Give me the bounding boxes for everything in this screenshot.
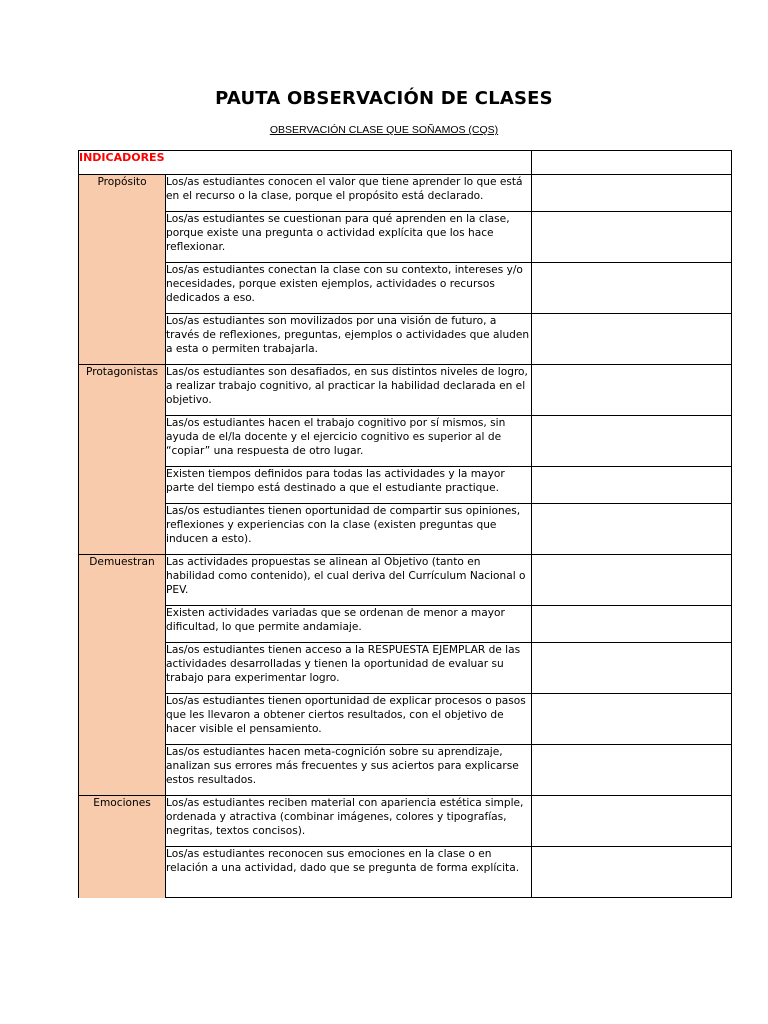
table-row xyxy=(79,314,732,365)
observation-cell[interactable] xyxy=(532,643,732,694)
indicator-cell: Existen tiempos definidos para todas las actividades y la mayor parte del tiempo está destinado a que el estudiante practique. xyxy=(166,467,532,504)
category-emociones: Emociones xyxy=(79,796,166,898)
table-row xyxy=(79,643,732,694)
indicator-cell: Los/as estudiantes reciben material con apariencia estética simple, ordenada y atractiva (combinar imágenes, colores y tipografías, negritas, textos concisos). xyxy=(166,796,532,847)
table-row xyxy=(79,606,732,643)
table-row xyxy=(79,263,732,314)
document-title: PAUTA OBSERVACIÓN DE CLASES xyxy=(215,88,553,109)
table-row xyxy=(79,365,732,416)
indicator-cell: Los/as estudiantes conectan la clase con su contexto, intereses y/o necesidades, porque existen ejemplos, actividades o recursos dedicados a eso. xyxy=(166,263,532,314)
table-row xyxy=(79,694,732,745)
indicator-cell: Existen actividades variadas que se ordenan de menor a mayor dificultad, lo que permite andamiaje. xyxy=(166,606,532,643)
indicator-cell: Las/os estudiantes hacen el trabajo cognitivo por sí mismos, sin ayuda de el/la docente y el ejercicio cognitivo es superior al de “copiar” una respuesta de otro lugar. xyxy=(166,416,532,467)
observation-cell[interactable] xyxy=(532,314,732,365)
table-row xyxy=(79,555,732,606)
document-subtitle: OBSERVACIÓN CLASE QUE SOÑAMOS (CQS) xyxy=(269,124,499,136)
observation-cell[interactable] xyxy=(532,467,732,504)
indicator-cell: Las/os estudiantes tienen acceso a la RESPUESTA EJEMPLAR de las actividades desarrolladas y tienen la oportunidad de evaluar su trabajo para experimentar logro. xyxy=(166,643,532,694)
indicators-header: INDICADORES xyxy=(79,151,165,164)
table-header-row xyxy=(79,151,732,175)
table-row xyxy=(79,467,732,504)
indicator-cell: Los/as estudiantes son movilizados por una visión de futuro, a través de reflexiones, preguntas, ejemplos o actividades que aluden a esta o permiten trabajarla. xyxy=(166,314,532,365)
indicator-cell: Los/as estudiantes conocen el valor que tiene aprender lo que está en el recurso o la clase, porque el propósito está declarado. xyxy=(166,175,532,212)
indicator-cell: Las/os estudiantes tienen oportunidad de compartir sus opiniones, reflexiones y experiencias con la clase (existen preguntas que inducen a esto). xyxy=(166,504,532,555)
indicator-cell: Las/os estudiantes son desafiados, en sus distintos niveles de logro, a realizar trabajo cognitivo, al practicar la habilidad declarada en el objetivo. xyxy=(166,365,532,416)
table-row xyxy=(79,416,732,467)
table-row xyxy=(79,847,732,898)
observation-cell[interactable] xyxy=(532,694,732,745)
table-row xyxy=(79,175,732,212)
header-empty-cell xyxy=(532,151,732,175)
category-proposito: Propósito xyxy=(79,175,166,365)
table-row xyxy=(79,504,732,555)
table-row xyxy=(79,212,732,263)
observation-table xyxy=(78,150,732,898)
observation-cell[interactable] xyxy=(532,504,732,555)
indicator-cell: Las actividades propuestas se alinean al Objetivo (tanto en habilidad como contenido), el cual deriva del Currículum Nacional o PEV. xyxy=(166,555,532,606)
indicator-cell: Los/as estudiantes tienen oportunidad de explicar procesos o pasos que les llevaron a obtener ciertos resultados, con el objetivo de hacer visible el pensamiento. xyxy=(166,694,532,745)
category-protagonistas: Protagonistas xyxy=(79,365,166,555)
observation-cell[interactable] xyxy=(532,555,732,606)
indicator-cell: Las/os estudiantes hacen meta-cognición sobre su aprendizaje, analizan sus errores más frecuentes y sus aciertos para explicarse estos resultados. xyxy=(166,745,532,796)
observation-cell[interactable] xyxy=(532,796,732,847)
observation-cell[interactable] xyxy=(532,212,732,263)
observation-cell[interactable] xyxy=(532,175,732,212)
observation-cell[interactable] xyxy=(532,263,732,314)
table-row xyxy=(79,745,732,796)
table-row xyxy=(79,796,732,847)
observation-cell[interactable] xyxy=(532,606,732,643)
indicator-cell: Los/as estudiantes se cuestionan para qué aprenden en la clase, porque existe una pregunta o actividad explícita que los hace reflexionar. xyxy=(166,212,532,263)
observation-cell[interactable] xyxy=(532,745,732,796)
observation-cell[interactable] xyxy=(532,416,732,467)
observation-cell[interactable] xyxy=(532,847,732,898)
indicator-cell: Los/as estudiantes reconocen sus emociones en la clase o en relación a una actividad, dado que se pregunta de forma explícita. xyxy=(166,847,532,898)
observation-cell[interactable] xyxy=(532,365,732,416)
indicators-header-cell xyxy=(79,151,532,175)
category-demuestran: Demuestran xyxy=(79,555,166,796)
